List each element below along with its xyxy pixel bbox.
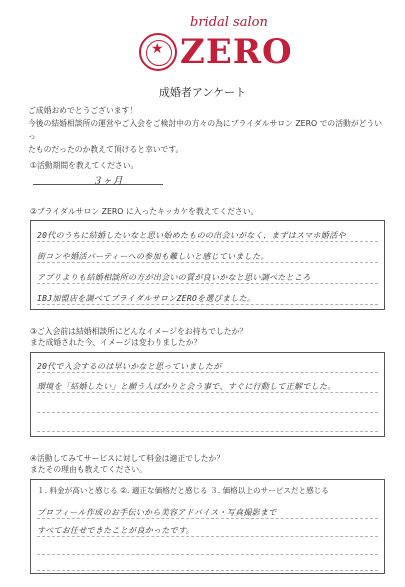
- brand-logo-text: ZERO: [180, 32, 293, 72]
- answer-2-line-4: IBJ加盟店を調べてブライダルサロンZEROを選びました。: [37, 294, 256, 303]
- question-4-line-1: ④活動してみてサービスに対して料金は適正でしたか？: [30, 454, 225, 463]
- intro-line-3: たものだったのか教えて頂けると幸いです。: [28, 145, 184, 154]
- answer-box-4: [30, 479, 385, 574]
- question-1: ①活動期間を教えてください。: [30, 161, 139, 170]
- answer-4-line-1: プロフィール作成のお手伝いから美容アドバイス・写真撮影まで: [37, 508, 277, 517]
- answer-box-2: [30, 220, 385, 310]
- intro-line-2: 今後の結婚相談所の運営やご入会をご検討中の方々の為にブライダルサロン ZERO での活動がどういっ: [28, 119, 383, 141]
- question-3-line-1: ③ご入会前は結婚相談所にどんなイメージをお持ちでしたか？: [30, 327, 248, 336]
- question-4-line-2: またその理由も教えてください。: [30, 465, 147, 474]
- answer-3-line-2: 環境を「結婚したい」と願う人ばかりと会う事で、すぐに行動して正解でした。: [37, 382, 336, 391]
- logo-seal: [139, 33, 177, 71]
- question-3: [30, 326, 247, 348]
- intro-line-1: ご成婚おめでとうございます！: [28, 106, 138, 115]
- answer-2-line-3: アプリよりも結婚相談所の方が出会いの質が良いかなと思い調べたところ: [37, 273, 311, 282]
- answer-2-line-2: 街コンや婚活パーティーへの参加も難しいと感じていました。: [37, 252, 269, 261]
- brand-subtitle: bridal salon: [190, 15, 268, 30]
- question-3-line-2: また成婚された今、イメージは変わりましたか？: [30, 338, 202, 347]
- answer-2-line-1: 20代のうちに結婚したいなと思い始めたものの出会いがなく、まずはスマホ婚活や: [37, 231, 346, 240]
- question-4: [30, 453, 224, 475]
- star-icon: ★: [151, 41, 164, 57]
- intro-text: [28, 104, 388, 156]
- answer-4-line-2: すべてお任せできたことが良かったです。: [37, 526, 194, 535]
- price-options: １. 料金が高いと感じる ②. 適正な価格だと感じる ３. 価格以上のサービスだと感じる: [37, 486, 329, 495]
- question-2: ②ブライダルサロン ZERO に入ったキッカケを教えてください。: [30, 207, 259, 216]
- period-answer: ３ヶ月: [92, 176, 123, 187]
- answer-3-line-1: 20代で入会するのは早いかなと思っていましたが: [37, 362, 222, 371]
- page-title: 成婚者アンケート: [158, 86, 247, 99]
- answer-box-3: [30, 352, 385, 437]
